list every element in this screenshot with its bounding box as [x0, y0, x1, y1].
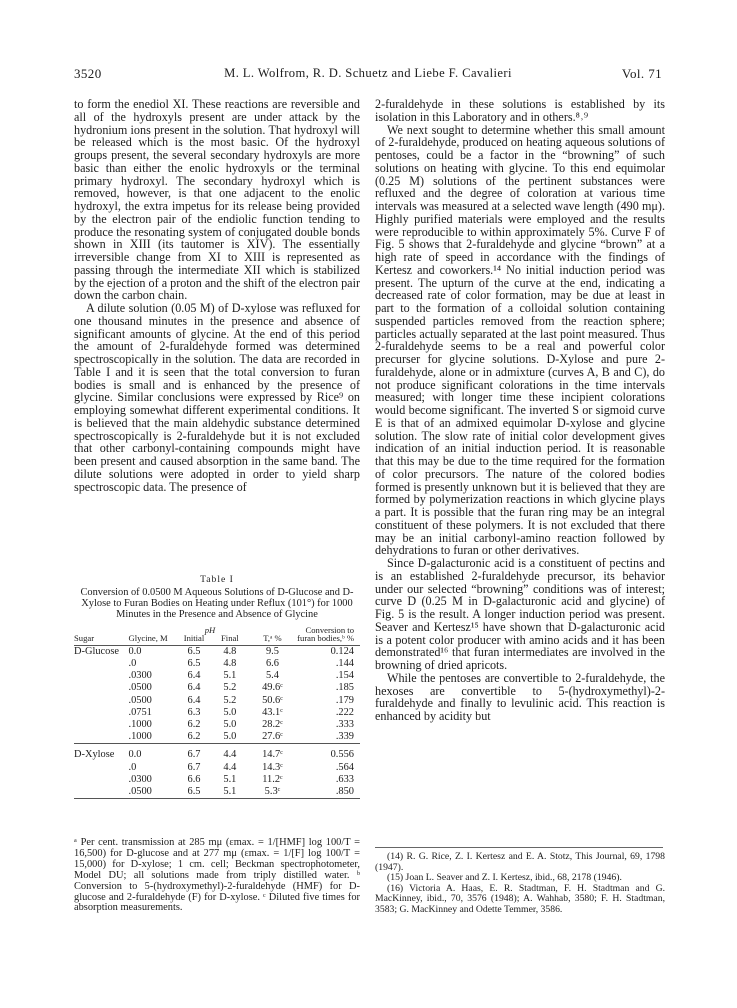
table-cell: 11.2ᶜ	[262, 773, 283, 785]
table-cell: 43.1ᶜ	[262, 706, 283, 718]
table-footnote: ᵃ Per cent. transmission at 285 mμ (εmax. = 1/[HMF] log 100/T = 16,500) for D-glucose and at 277 mμ (εmax. = 1/[F] log 100/T = 15,000) for D-xylose; 1 cm. cell; Beckman spectrophotometer, Model DU; all solutions made from triply distilled water. ᵇ Conversion to 5-(hydroxymethyl)-2-furaldehyde (HMF) for D-glucose and 2-furaldehyde (F) for D-xylose. ᶜ Diluted five times for absorption measurements.	[74, 837, 360, 914]
column-header-sugar: Sugar	[74, 633, 95, 644]
table-cell: .0500	[128, 682, 152, 694]
table-cell: 4.8	[223, 658, 237, 670]
column-header-final: Final	[221, 633, 239, 644]
references	[375, 852, 665, 916]
table-cell: 6.2	[187, 731, 201, 743]
table-cell: 0.124	[330, 645, 354, 657]
page-number: 3520	[74, 66, 102, 81]
table-cell: D-Glucose	[74, 645, 120, 657]
table-cell: 50.6ᶜ	[262, 694, 283, 706]
table-row	[74, 749, 360, 761]
table-cell: 0.0	[128, 749, 142, 761]
table-cell	[74, 682, 124, 694]
table-cell: .333	[335, 719, 354, 731]
column-header-conversion: Conversion to furan bodies,ᵇ %	[297, 625, 354, 644]
table-cell: .179	[335, 694, 354, 706]
table-cell: .222	[335, 706, 354, 718]
paragraph: to form the enediol XI. These reactions are reversible and all of the hydroxyls present are under attack by the hydronium ions present in the solution. That hydroxyl will be released which is the most basic. Of the hydroxyl groups present, the several secondary hydroxyls are more basic than either the enolic hydroxyls or the terminal primary hydroxyl. The secondary hydroxyl which is removed, however, is that one adjacent to the enolic hydroxyl, the extra impetus for its release being provided by the electron pair of the endiolic function tending to produce the resonating system of conjugated double bonds shown in XIII (its tautomer is XIV). The essentially irreversible change from XI to XIII is represented as passing through the intermediate XII which is stabilized by the ejection of a proton and the shift of the electron pair down the carbon chain.	[74, 97, 360, 303]
glucose-rows	[74, 645, 360, 749]
table-cell	[74, 762, 124, 774]
table-cell: 4.4	[223, 749, 237, 761]
table-cell: 6.6	[265, 658, 279, 670]
table-row	[74, 645, 360, 658]
table-row	[74, 786, 360, 799]
table-cell: .1000	[128, 719, 152, 731]
reference-item: (14) R. G. Rice, Z. I. Kertesz and E. A. Stotz, This Journal, 69, 1798 (1947).	[375, 851, 665, 873]
table-cell: 0.0	[128, 645, 142, 657]
paragraph: While the pentoses are convertible to 2-furaldehyde, the hexoses are convertible to 5-(hydroxymethyl)-2-furaldehyde and finally to levulinic acid. This reaction is enhanced by acidity but	[375, 670, 665, 723]
table-cell: .1000	[128, 731, 152, 743]
table-cell: 5.2	[223, 682, 237, 694]
table-cell: .633	[335, 773, 354, 785]
paragraph: 2-furaldehyde in these solutions is established by its isolation in this Laboratory and in others.⁸˒⁹	[375, 97, 665, 124]
table-cell: 5.1	[223, 670, 237, 682]
table-cell: 6.3	[187, 706, 201, 718]
table-cell: .564	[335, 761, 354, 773]
table-row	[74, 719, 360, 731]
volume-label: Vol. 71	[621, 66, 662, 81]
table-cell: 6.7	[187, 749, 201, 761]
table-rule	[74, 799, 360, 805]
table-cell	[74, 786, 124, 799]
table-cell: 5.3ᶜ	[264, 786, 281, 798]
footnote-rule	[375, 847, 663, 848]
table-cell: 5.1	[223, 786, 237, 798]
table-cell: 6.5	[187, 645, 201, 657]
table-cell: .850	[335, 786, 354, 798]
table-cell: 5.0	[223, 719, 237, 731]
table-cell: .0300	[128, 773, 152, 785]
table-cell	[74, 670, 124, 682]
table-cell: 0.556	[330, 749, 354, 761]
table-row	[74, 707, 360, 719]
xylose-rows	[74, 749, 360, 804]
table-caption: Conversion of 0.0500 M Aqueous Solutions of D-Glucose and D-Xylose to Furan Bodies on Heating under Reflux (101°) for 1000 Minutes in the Presence and Absence of Glycine	[80, 587, 354, 620]
table-cell: 27.6ᶜ	[262, 731, 283, 743]
left-column-text	[74, 98, 360, 493]
table-cell: 5.2	[223, 694, 237, 706]
table-cell: .0751	[128, 706, 152, 718]
column-header-glycine: Glycine, M	[128, 633, 168, 644]
table-cell	[74, 719, 124, 731]
table-cell: .0500	[128, 694, 152, 706]
table-cell: 6.4	[187, 694, 201, 706]
table-cell: 6.6	[187, 773, 201, 785]
column-header-transmission: T,ᵃ %	[263, 633, 282, 644]
table-cell: .339	[335, 731, 354, 743]
table-cell: .0	[128, 658, 137, 670]
table-cell: .185	[335, 682, 354, 694]
table-cell: 6.5	[187, 658, 201, 670]
table-cell: 14.7ᶜ	[262, 749, 283, 761]
table-row	[74, 762, 360, 774]
table-cell: D-Xylose	[74, 749, 115, 761]
table-row	[74, 695, 360, 707]
running-header	[74, 66, 662, 84]
table-cell: 6.2	[187, 719, 201, 731]
table-cell: 4.8	[223, 645, 237, 657]
table-cell: 5.0	[223, 731, 237, 743]
table-cell	[74, 774, 124, 786]
table-cell: 5.1	[223, 773, 237, 785]
table-cell: 6.4	[187, 670, 201, 682]
table-cell: 5.4	[265, 670, 279, 682]
column-header-ph: pH	[204, 625, 216, 635]
table-row	[74, 658, 360, 670]
paragraph: A dilute solution (0.05 M) of D-xylose was refluxed for one thousand minutes in the presence and absence of significant amounts of glycine. At the end of this period the amount of 2-furaldehyde formed was determined spectroscopically in the solution. The data are recorded in Table I and it is seen that the total conversion to furan bodies is small and is enhanced by the presence of glycine. Similar conclusions were expressed by Rice⁹ on employing somewhat different experimental conditions. It is believed that the main aldehydic substance determined spectroscopically is 2-furaldehyde but it is not excluded that other carbonyl-containing compounds might have been present and caused absorption in the same band. The dilute solutions were adopted in order to yield sharp spectroscopic data. The presence of	[74, 301, 360, 494]
table-cell: 28.2ᶜ	[262, 719, 283, 731]
table-cell	[74, 731, 124, 744]
table-row	[74, 670, 360, 682]
reference-item: (15) Joan L. Seaver and Z. I. Kertesz, ibid., 68, 2178 (1946).	[387, 872, 622, 884]
table-cell: .0300	[128, 670, 152, 682]
table-cell: 14.3ᶜ	[262, 761, 283, 773]
table-cell: .0500	[128, 786, 152, 798]
column-header-initial-label: Initial	[183, 633, 205, 644]
table-cell: .0	[128, 761, 137, 773]
table-row	[74, 774, 360, 786]
table-row	[74, 731, 360, 744]
column-header-initial	[176, 625, 216, 644]
table-cell: 49.6ᶜ	[262, 682, 283, 694]
paragraph: Since D-galacturonic acid is a constituent of pectins and is an established 2-furaldehyde precursor, its behavior under our selected “browning” conditions was of interest; curve D (0.25 M in D-galacturonic acid and glycine) of Fig. 5 is the result. A longer induction period was present. Seaver and Kertesz¹⁵ have shown that D-galacturonic acid is a potent color producer with amino acids and it has been demonstrated¹⁶ that furan intermediates are involved in the browning of dried apricots.	[375, 556, 665, 672]
table-cell	[74, 695, 124, 707]
reference-item: (16) Victoria A. Haas, E. R. Stadtman, F. H. Stadtman and G. MacKinney, ibid., 70, 3576 (1948); A. Wahhab, 3580; F. H. Stadtman, 3583; G. MacKinney and Odette Temmer, 3586.	[375, 882, 665, 915]
table-cell: .154	[335, 670, 354, 682]
table-cell: .144	[335, 658, 354, 670]
table-cell: 6.7	[187, 761, 201, 773]
table-cell: 4.4	[223, 761, 237, 773]
table-cell: 9.5	[265, 645, 279, 657]
paragraph: We next sought to determine whether this small amount of 2-furaldehyde, produced on heating aqueous solutions of pentoses, could be a factor in the “browning” of such solutions on heating with glycine. To this end equimolar (0.25 M) solutions of the pertinent substances were refluxed and the degree of coloration at various time intervals was measured at a selected wave length (490 mμ). Highly purified materials were employed and the results were reproducible to within approximately 5%. Curve F of Fig. 5 shows that 2-furaldehyde and glycine “brown” at a high rate of speed in accordance with the findings of Kertesz and coworkers.¹⁴ No initial induction period was present. The upturn of the curve at the end, indicating a decreased rate of color formation, may be due at least in part to the formation of a colloidal solution containing suspended particles removed from the reaction sphere; particles actually separated at the last point measured. Thus 2-furaldehyde seems to be a real and powerful color precurser for glycine solutions. D-Xylose and pure 2-furaldehyde, alone or in admixture (curves A, B and C), do not produce significant colorations in the time intervals measured; with longer time these incipient colorations would become significant. The inverted S or sigmoid curve E is that of an admixed equimolar D-xylose and glycine solution. The slow rate of initial color development gives indication of an initial induction period. It is reasonable that this may be due to the time required for the formation of color precursors. The nature of the colored bodies formed is presently unknown but it is believed that they are formed by polymerization reactions in which glycine plays a part. It is possible that the furan ring may be an integral constituent of these polymers. It is not excluded that there may be an initial carbonyl-amino reaction followed by dehydrations to furan or other derivatives.	[375, 122, 665, 558]
table-cell: 5.0	[223, 706, 237, 718]
right-column-text	[375, 98, 665, 723]
table-cell	[74, 707, 124, 719]
table-row	[74, 682, 360, 694]
running-authors: M. L. Wolfrom, R. D. Schuetz and Liebe F. Cavalieri	[224, 66, 512, 80]
table-title: Table I	[200, 574, 234, 585]
table-cell	[74, 658, 124, 670]
data-table	[74, 626, 360, 804]
table-cell: 6.4	[187, 682, 201, 694]
table-cell: 6.5	[187, 786, 201, 798]
